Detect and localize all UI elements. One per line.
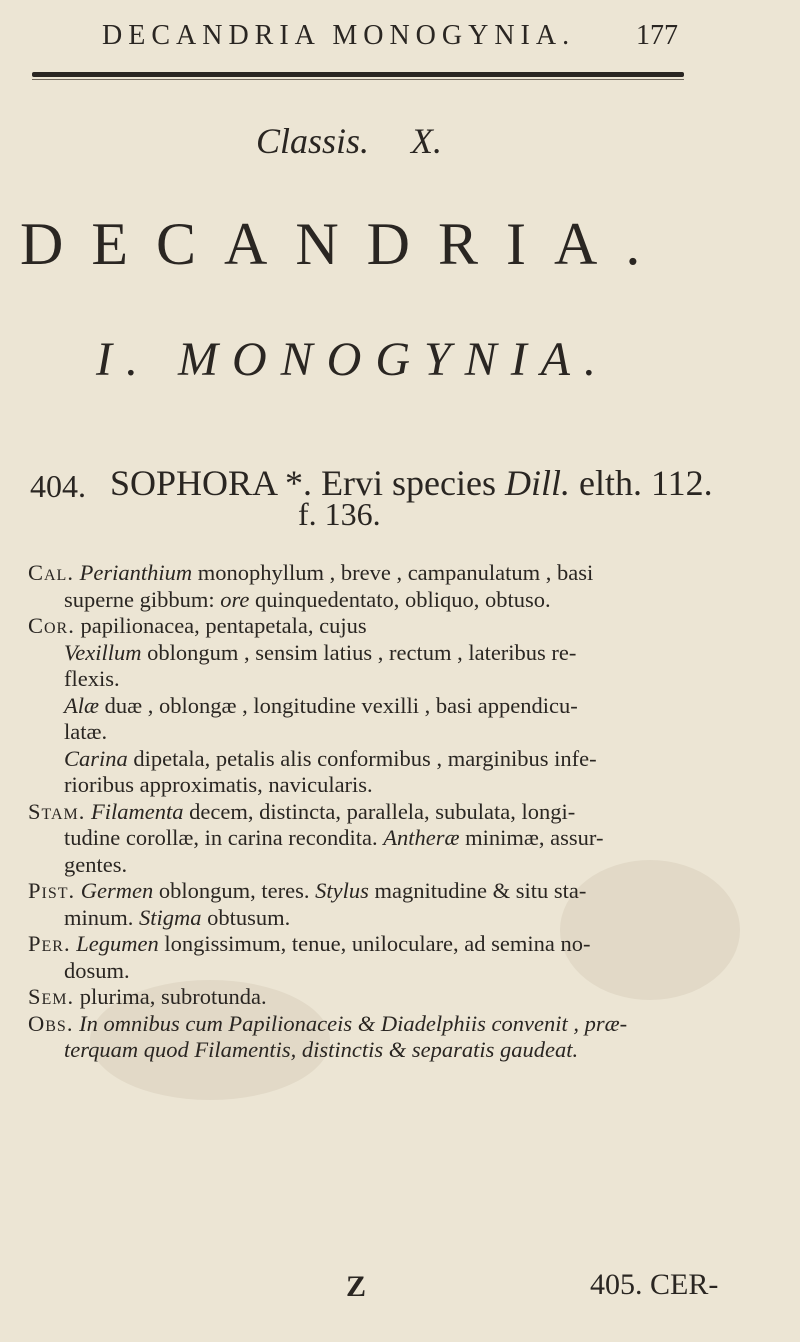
class-heading <box>256 120 442 162</box>
carina-line-2: rioribus approximatis, navicularis. <box>64 772 373 797</box>
pericarp-line: Per. Legumen longissimum, tenue, uniloculare, ad semina no- <box>28 931 591 956</box>
carina-line: Carina dipetala, petalis alis conformibus , marginibus infe- <box>64 745 597 771</box>
pericarp-line-2: dosum. <box>64 957 130 983</box>
class-label: Classis. <box>256 121 370 161</box>
stamen-line-2: tudine corollæ, in carina recondita. Antheræ minimæ, assur- <box>64 825 604 850</box>
corolla-line: Cor. papilionacea, pentapetala, cujus <box>28 613 367 638</box>
seed-line: Sem. plurima, subrotunda. <box>28 984 267 1009</box>
entry-heading <box>110 462 713 504</box>
observation-line-2: terquam quod Filamentis, distinctis & separatis gaudeat. <box>64 1037 579 1062</box>
pistil-line: Pist. Germen oblongum, teres. Stylus magnitudine & situ sta- <box>28 878 587 903</box>
vexillum-line-2: flexis. <box>64 666 120 691</box>
stamen-line-3: gentes. <box>64 851 128 877</box>
order-title: I. MONOGYNIA. <box>96 333 610 386</box>
observation-line: Obs. In omnibus cum Papilionaceis & Diadelphiis convenit , præ- <box>28 1010 628 1036</box>
page-number: 177 <box>636 20 678 51</box>
synonym-reference: elth. 112. <box>579 463 713 503</box>
pistil-line-2: minum. Stigma obtusum. <box>64 904 291 930</box>
synonym-author: Dill. <box>505 463 571 503</box>
header-rule <box>32 72 684 77</box>
alae-line-2: latæ. <box>64 719 108 744</box>
running-head: DECANDRIA MONOGYNIA. <box>102 20 576 51</box>
class-number: X. <box>411 121 443 161</box>
calyx-line-2: superne gibbum: ore quinquedentato, obliquo, obtuso. <box>64 586 551 612</box>
stamen-line: Stam. Filamenta decem, distincta, parallela, subulata, longi- <box>28 798 576 824</box>
class-title: DECANDRIA. <box>20 211 669 277</box>
entry-number: 404. <box>30 468 86 504</box>
genus-description <box>28 560 768 1064</box>
entry-reference-continued: f. 136. <box>298 496 381 532</box>
alae-line: Alæ duæ , oblongæ , longitudine vexilli , basi appendicu- <box>64 692 578 718</box>
synonym-text: Ervi species <box>321 463 496 503</box>
calyx-line: Cal. Perianthium monophyllum , breve , campanulatum , basi <box>28 560 594 585</box>
catchword: 405. CER- <box>590 1268 719 1301</box>
vexillum-line: Vexillum oblongum , sensim latius , rectum , lateribus re- <box>64 639 577 665</box>
signature-mark: Z <box>346 1270 367 1303</box>
genus-name: SOPHORA *. <box>110 463 313 503</box>
